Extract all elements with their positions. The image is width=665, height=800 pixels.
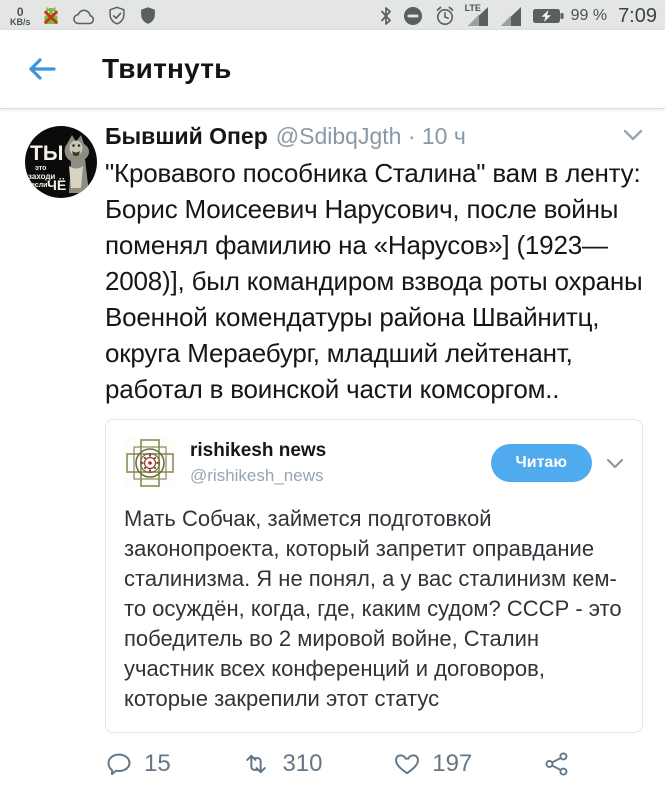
wolf-cartoon-icon — [59, 132, 95, 194]
author-handle-time[interactable]: @SdibqJgth · 10 ч — [275, 123, 466, 149]
share-button[interactable] — [543, 750, 571, 778]
cell-signal-icon — [499, 5, 523, 27]
retweet-button[interactable] — [241, 750, 322, 778]
status-bar — [0, 0, 665, 30]
author-name[interactable]: Бывший Опер — [105, 123, 268, 149]
quoted-author-handle[interactable]: @rishikesh_news — [190, 465, 324, 485]
reply-count: 15 — [144, 750, 171, 777]
app-header — [0, 30, 665, 109]
avatar-text: заходи — [28, 172, 56, 181]
avatar-text: ЧЁ — [47, 177, 67, 193]
android-disabled-icon — [40, 5, 62, 27]
quoted-tweet-header — [124, 437, 624, 489]
bluetooth-icon — [379, 5, 393, 27]
back-arrow-icon — [27, 57, 57, 81]
speed-unit: KB/s — [10, 16, 31, 27]
network-speed-indicator — [10, 6, 31, 27]
tweet-detail — [0, 109, 665, 778]
quoted-author-names — [190, 440, 326, 486]
tweet-menu-chevron-down-icon[interactable] — [623, 129, 643, 141]
shield-icon — [137, 5, 159, 27]
lte-signal-icon — [466, 5, 490, 27]
avatar-text: это — [35, 165, 47, 172]
quoted-tweet-text: Мать Собчак, займется подготовкой законопроекта, который запретит оправдание сталинизма. Я не понял, а у вас сталинизм кем-то осуждён, когда, где, каким судом? СССР - это победитель во 2 мировой войне, Сталин участник всех конференций и договоров, которые закрепили этот статус — [124, 506, 622, 711]
quoted-tweet-card[interactable] — [105, 419, 643, 733]
alarm-clock-icon — [433, 4, 457, 28]
following-button[interactable]: Читаю — [491, 444, 592, 482]
like-count: 197 — [432, 750, 473, 777]
page-title: Твитнуть — [102, 53, 232, 84]
tweet-author-row — [105, 123, 643, 150]
speed-value: 0 — [16, 4, 24, 19]
quoted-author-avatar[interactable] — [124, 437, 176, 489]
do-not-disturb-icon — [402, 5, 424, 27]
quoted-author-name[interactable]: rishikesh news — [190, 439, 327, 461]
share-icon — [543, 750, 571, 778]
retweet-count: 310 — [282, 750, 323, 777]
heart-icon — [393, 750, 421, 778]
reply-icon — [105, 750, 133, 778]
status-bar-left — [10, 5, 159, 27]
status-bar-right — [379, 4, 657, 28]
tweet-text: "Кровавого пособника Сталина" вам в ленту: Борис Моисеевич Нарусович, после войны поменял фамилию на «Нарусов»] (1923—2008)], был командиром взвода роты охраны Военной комендатуры района Швайнитц, округа Мераебург, младший лейтенант, работал в воинской части комсоргом.. — [105, 158, 643, 404]
back-button[interactable] — [20, 47, 64, 91]
retweet-icon — [241, 750, 271, 778]
battery-percent: 99 % — [570, 7, 608, 24]
lte-label: LTE — [464, 3, 481, 13]
reply-button[interactable] — [105, 750, 171, 778]
tweet-author-avatar[interactable] — [25, 126, 97, 198]
avatar-text: если — [31, 182, 48, 189]
clock-time: 7:09 — [618, 4, 657, 27]
shield-check-icon — [106, 5, 128, 27]
avatar-text: ТЫ — [30, 142, 64, 165]
tweet-action-bar — [105, 750, 643, 778]
cloud-night-icon — [71, 5, 97, 27]
quoted-menu-chevron-down-icon[interactable] — [606, 458, 624, 469]
like-button[interactable] — [393, 750, 472, 778]
battery-charging-icon — [532, 7, 564, 25]
